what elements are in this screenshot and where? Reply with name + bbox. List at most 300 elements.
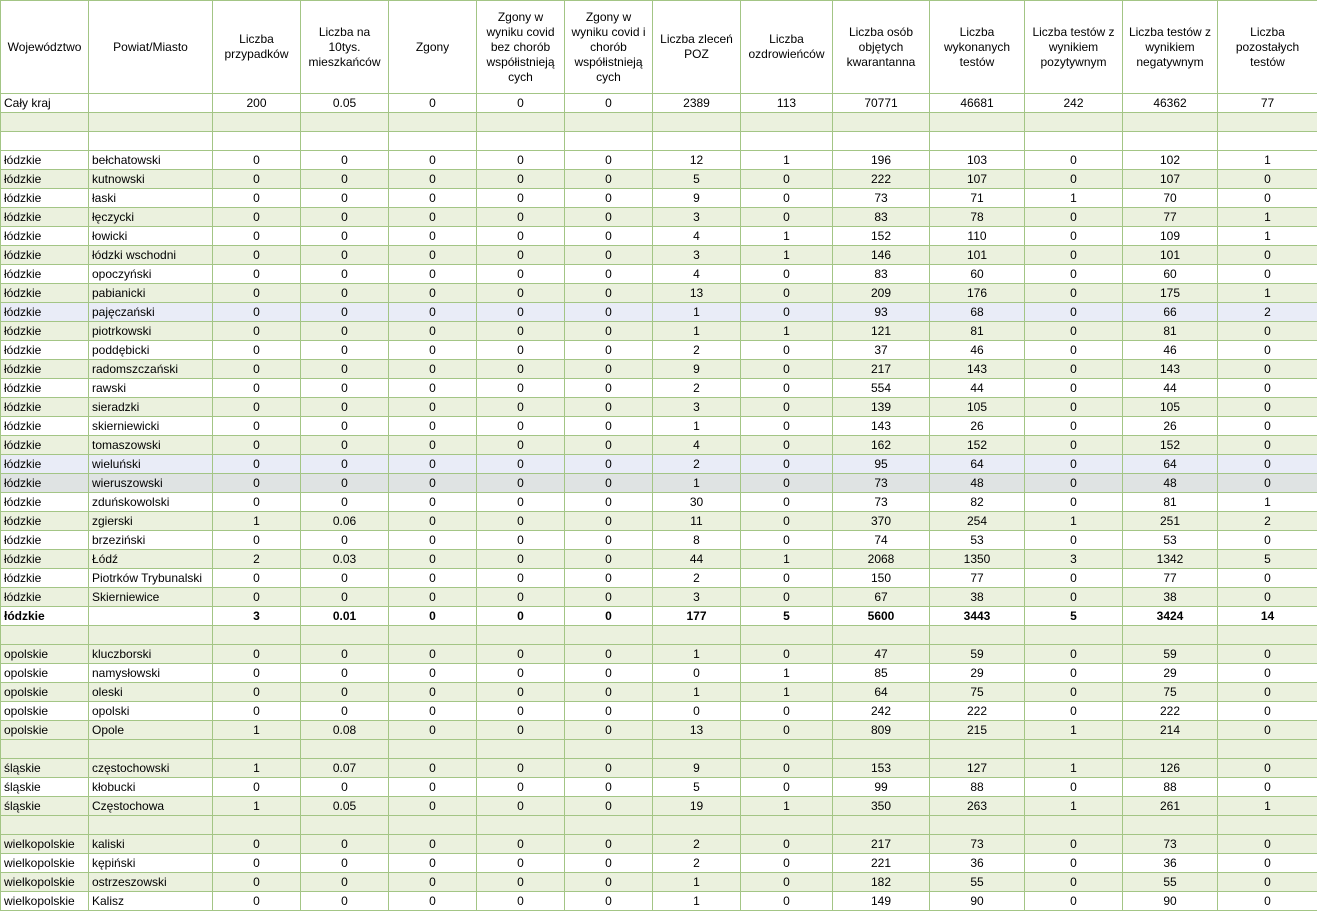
table-cell[interactable]: 1 bbox=[741, 664, 833, 683]
table-cell[interactable]: 0 bbox=[565, 303, 653, 322]
table-cell[interactable]: kaliski bbox=[89, 835, 213, 854]
table-cell[interactable]: 4 bbox=[653, 265, 741, 284]
table-cell[interactable]: 0 bbox=[301, 246, 389, 265]
table-cell[interactable]: 59 bbox=[1123, 645, 1218, 664]
table-cell[interactable]: 0 bbox=[741, 493, 833, 512]
table-cell[interactable]: łódzkie bbox=[1, 303, 89, 322]
table-cell[interactable]: 0 bbox=[1218, 683, 1317, 702]
table-cell[interactable]: łódzkie bbox=[1, 341, 89, 360]
table-cell[interactable]: 26 bbox=[1123, 417, 1218, 436]
table-cell[interactable]: 0 bbox=[301, 493, 389, 512]
table-cell[interactable] bbox=[477, 626, 565, 645]
table-cell[interactable]: 0 bbox=[565, 588, 653, 607]
table-cell[interactable]: 5600 bbox=[833, 607, 930, 626]
table-cell[interactable]: 0 bbox=[1218, 455, 1317, 474]
table-cell[interactable]: 261 bbox=[1123, 797, 1218, 816]
table-cell[interactable]: 0 bbox=[301, 151, 389, 170]
table-cell[interactable]: 242 bbox=[1025, 94, 1123, 113]
table-cell[interactable]: 1350 bbox=[930, 550, 1025, 569]
table-cell[interactable]: 0 bbox=[389, 189, 477, 208]
table-cell[interactable]: 0 bbox=[389, 550, 477, 569]
table-cell[interactable] bbox=[930, 113, 1025, 132]
table-cell[interactable]: 1 bbox=[653, 474, 741, 493]
table-cell[interactable] bbox=[89, 740, 213, 759]
table-cell[interactable]: 0 bbox=[565, 854, 653, 873]
table-cell[interactable]: 88 bbox=[930, 778, 1025, 797]
table-cell[interactable] bbox=[477, 816, 565, 835]
table-cell[interactable] bbox=[477, 132, 565, 151]
column-header[interactable]: Województwo bbox=[1, 1, 89, 94]
table-cell[interactable]: 0 bbox=[1218, 854, 1317, 873]
table-cell[interactable]: 66 bbox=[1123, 303, 1218, 322]
table-cell[interactable]: 0 bbox=[565, 284, 653, 303]
table-cell[interactable]: 139 bbox=[833, 398, 930, 417]
table-cell[interactable]: 0 bbox=[741, 170, 833, 189]
table-cell[interactable]: 0 bbox=[1218, 721, 1317, 740]
table-cell[interactable]: 0 bbox=[565, 322, 653, 341]
table-cell[interactable]: 0 bbox=[1025, 265, 1123, 284]
table-cell[interactable]: 0 bbox=[213, 531, 301, 550]
table-cell[interactable]: 0 bbox=[389, 645, 477, 664]
table-cell[interactable]: 0 bbox=[1025, 284, 1123, 303]
table-cell[interactable] bbox=[389, 740, 477, 759]
table-cell[interactable]: 67 bbox=[833, 588, 930, 607]
table-cell[interactable]: 2389 bbox=[653, 94, 741, 113]
table-cell[interactable]: 0 bbox=[741, 341, 833, 360]
table-cell[interactable]: 0 bbox=[1218, 759, 1317, 778]
table-cell[interactable]: opolskie bbox=[1, 664, 89, 683]
table-cell[interactable]: wieruszowski bbox=[89, 474, 213, 493]
table-cell[interactable]: 1 bbox=[741, 797, 833, 816]
table-cell[interactable]: 0.01 bbox=[301, 607, 389, 626]
table-cell[interactable]: 0 bbox=[389, 360, 477, 379]
table-cell[interactable]: 1 bbox=[653, 873, 741, 892]
table-cell[interactable]: 3 bbox=[653, 398, 741, 417]
table-cell[interactable]: kutnowski bbox=[89, 170, 213, 189]
table-cell[interactable]: 95 bbox=[833, 455, 930, 474]
table-cell[interactable] bbox=[741, 132, 833, 151]
table-cell[interactable]: 2068 bbox=[833, 550, 930, 569]
table-cell[interactable] bbox=[1, 740, 89, 759]
table-cell[interactable]: 73 bbox=[833, 474, 930, 493]
table-cell[interactable] bbox=[1123, 132, 1218, 151]
table-cell[interactable]: 107 bbox=[930, 170, 1025, 189]
table-cell[interactable]: 809 bbox=[833, 721, 930, 740]
table-cell[interactable]: 0 bbox=[389, 759, 477, 778]
table-cell[interactable]: łódzkie bbox=[1, 588, 89, 607]
table-cell[interactable]: 0 bbox=[565, 683, 653, 702]
table-cell[interactable]: 0 bbox=[389, 702, 477, 721]
table-cell[interactable]: 0 bbox=[301, 683, 389, 702]
table-cell[interactable]: 0 bbox=[1218, 474, 1317, 493]
table-cell[interactable] bbox=[1218, 132, 1317, 151]
table-cell[interactable]: 0.03 bbox=[301, 550, 389, 569]
table-cell[interactable]: 0 bbox=[565, 170, 653, 189]
table-cell[interactable]: 0 bbox=[1025, 322, 1123, 341]
table-cell[interactable]: 251 bbox=[1123, 512, 1218, 531]
table-cell[interactable]: łódzkie bbox=[1, 322, 89, 341]
table-cell[interactable] bbox=[1, 113, 89, 132]
table-cell[interactable]: 0 bbox=[565, 436, 653, 455]
table-cell[interactable]: 0 bbox=[389, 835, 477, 854]
table-cell[interactable]: wieluński bbox=[89, 455, 213, 474]
table-cell[interactable]: 36 bbox=[1123, 854, 1218, 873]
table-cell[interactable]: 222 bbox=[1123, 702, 1218, 721]
table-cell[interactable]: 2 bbox=[653, 835, 741, 854]
table-cell[interactable]: 0 bbox=[301, 208, 389, 227]
table-cell[interactable] bbox=[653, 740, 741, 759]
table-cell[interactable]: 38 bbox=[930, 588, 1025, 607]
table-cell[interactable]: 0 bbox=[565, 569, 653, 588]
table-cell[interactable]: łódzkie bbox=[1, 227, 89, 246]
table-cell[interactable]: 44 bbox=[930, 379, 1025, 398]
table-cell[interactable]: łódzkie bbox=[1, 189, 89, 208]
table-cell[interactable]: 1 bbox=[741, 683, 833, 702]
table-cell[interactable]: 0 bbox=[213, 892, 301, 911]
table-cell[interactable]: 0 bbox=[389, 797, 477, 816]
table-cell[interactable]: 0 bbox=[389, 94, 477, 113]
table-cell[interactable]: 1 bbox=[213, 512, 301, 531]
table-cell[interactable]: 0 bbox=[565, 873, 653, 892]
table-cell[interactable]: 0 bbox=[1218, 322, 1317, 341]
table-cell[interactable]: 0 bbox=[1025, 303, 1123, 322]
table-cell[interactable]: 0 bbox=[1025, 569, 1123, 588]
table-cell[interactable]: 0 bbox=[565, 341, 653, 360]
table-cell[interactable] bbox=[833, 816, 930, 835]
column-header[interactable]: Powiat/Miasto bbox=[89, 1, 213, 94]
table-cell[interactable]: 0 bbox=[213, 379, 301, 398]
table-cell[interactable]: namysłowski bbox=[89, 664, 213, 683]
table-cell[interactable]: poddębicki bbox=[89, 341, 213, 360]
column-header[interactable]: Liczba osób objętych kwarantanna bbox=[833, 1, 930, 94]
table-cell[interactable]: 5 bbox=[1025, 607, 1123, 626]
table-cell[interactable]: 1 bbox=[653, 322, 741, 341]
table-cell[interactable]: 0 bbox=[213, 493, 301, 512]
table-cell[interactable]: 0 bbox=[741, 379, 833, 398]
table-cell[interactable]: 0 bbox=[477, 797, 565, 816]
table-cell[interactable]: 0 bbox=[477, 778, 565, 797]
table-cell[interactable]: 0 bbox=[565, 474, 653, 493]
table-cell[interactable]: 38 bbox=[1123, 588, 1218, 607]
table-cell[interactable]: 0 bbox=[1025, 341, 1123, 360]
table-cell[interactable]: 0 bbox=[301, 455, 389, 474]
table-cell[interactable]: 0 bbox=[1025, 835, 1123, 854]
table-cell[interactable]: 73 bbox=[833, 189, 930, 208]
table-cell[interactable]: 0 bbox=[1218, 664, 1317, 683]
column-header[interactable]: Liczba na 10tys. mieszkańców bbox=[301, 1, 389, 94]
table-cell[interactable]: 0 bbox=[741, 455, 833, 474]
table-cell[interactable]: 0 bbox=[389, 854, 477, 873]
table-cell[interactable]: 93 bbox=[833, 303, 930, 322]
table-cell[interactable]: 9 bbox=[653, 189, 741, 208]
table-cell[interactable]: 0 bbox=[477, 892, 565, 911]
table-cell[interactable]: częstochowski bbox=[89, 759, 213, 778]
table-cell[interactable]: 0 bbox=[389, 341, 477, 360]
table-cell[interactable] bbox=[301, 132, 389, 151]
table-cell[interactable] bbox=[1, 816, 89, 835]
table-cell[interactable]: 2 bbox=[653, 341, 741, 360]
table-cell[interactable] bbox=[565, 113, 653, 132]
table-cell[interactable]: łaski bbox=[89, 189, 213, 208]
table-cell[interactable]: 0 bbox=[389, 588, 477, 607]
table-cell[interactable]: 1 bbox=[653, 645, 741, 664]
table-cell[interactable]: 0 bbox=[213, 664, 301, 683]
table-cell[interactable] bbox=[89, 94, 213, 113]
table-cell[interactable]: 0 bbox=[1025, 208, 1123, 227]
table-cell[interactable]: 2 bbox=[653, 569, 741, 588]
column-header[interactable]: Liczba zleceń POZ bbox=[653, 1, 741, 94]
table-cell[interactable]: 0 bbox=[389, 683, 477, 702]
table-cell[interactable]: 0 bbox=[301, 341, 389, 360]
table-cell[interactable]: wielkopolskie bbox=[1, 873, 89, 892]
table-cell[interactable] bbox=[389, 113, 477, 132]
table-cell[interactable]: 175 bbox=[1123, 284, 1218, 303]
table-cell[interactable]: 0 bbox=[565, 398, 653, 417]
table-cell[interactable]: radomszczański bbox=[89, 360, 213, 379]
table-cell[interactable]: łódzkie bbox=[1, 208, 89, 227]
column-header[interactable]: Liczba testów z wynikiem pozytywnym bbox=[1025, 1, 1123, 94]
table-cell[interactable]: pajęczański bbox=[89, 303, 213, 322]
table-cell[interactable] bbox=[89, 626, 213, 645]
table-cell[interactable]: 102 bbox=[1123, 151, 1218, 170]
table-cell[interactable]: 55 bbox=[930, 873, 1025, 892]
table-cell[interactable]: 0 bbox=[1218, 189, 1317, 208]
table-cell[interactable]: 0 bbox=[741, 189, 833, 208]
table-cell[interactable]: 0 bbox=[741, 512, 833, 531]
table-cell[interactable]: 0 bbox=[741, 759, 833, 778]
table-cell[interactable]: 0 bbox=[1218, 436, 1317, 455]
table-cell[interactable]: 53 bbox=[930, 531, 1025, 550]
table-cell[interactable]: skierniewicki bbox=[89, 417, 213, 436]
table-cell[interactable]: 81 bbox=[1123, 493, 1218, 512]
table-cell[interactable]: 12 bbox=[653, 151, 741, 170]
table-cell[interactable]: łódzkie bbox=[1, 417, 89, 436]
table-cell[interactable]: Łódź bbox=[89, 550, 213, 569]
table-cell[interactable]: 0 bbox=[741, 303, 833, 322]
table-cell[interactable]: 103 bbox=[930, 151, 1025, 170]
table-cell[interactable]: łódzkie bbox=[1, 246, 89, 265]
table-cell[interactable]: 0 bbox=[477, 645, 565, 664]
table-cell[interactable]: opoczyński bbox=[89, 265, 213, 284]
table-cell[interactable]: wielkopolskie bbox=[1, 835, 89, 854]
table-cell[interactable]: 0 bbox=[213, 854, 301, 873]
table-cell[interactable]: 554 bbox=[833, 379, 930, 398]
table-cell[interactable]: 0 bbox=[301, 873, 389, 892]
table-cell[interactable]: 0 bbox=[213, 284, 301, 303]
table-cell[interactable]: 0 bbox=[389, 379, 477, 398]
table-cell[interactable]: 11 bbox=[653, 512, 741, 531]
table-cell[interactable]: ostrzeszowski bbox=[89, 873, 213, 892]
table-cell[interactable]: 222 bbox=[930, 702, 1025, 721]
table-cell[interactable]: 1 bbox=[1025, 189, 1123, 208]
table-cell[interactable]: 101 bbox=[1123, 246, 1218, 265]
table-cell[interactable]: 0 bbox=[389, 531, 477, 550]
table-cell[interactable]: 0 bbox=[477, 303, 565, 322]
table-cell[interactable]: 0 bbox=[477, 379, 565, 398]
table-cell[interactable] bbox=[741, 113, 833, 132]
table-cell[interactable] bbox=[930, 132, 1025, 151]
table-cell[interactable]: 0 bbox=[301, 284, 389, 303]
table-cell[interactable]: 0 bbox=[741, 702, 833, 721]
table-cell[interactable]: 0 bbox=[1025, 398, 1123, 417]
table-cell[interactable]: 0 bbox=[389, 151, 477, 170]
table-cell[interactable]: 0 bbox=[213, 227, 301, 246]
table-cell[interactable]: 0 bbox=[301, 569, 389, 588]
table-cell[interactable]: 0 bbox=[653, 702, 741, 721]
table-cell[interactable]: zgierski bbox=[89, 512, 213, 531]
table-cell[interactable]: 37 bbox=[833, 341, 930, 360]
table-cell[interactable]: 0 bbox=[213, 265, 301, 284]
table-cell[interactable]: 0 bbox=[565, 531, 653, 550]
table-cell[interactable] bbox=[1123, 113, 1218, 132]
table-cell[interactable]: 0.05 bbox=[301, 94, 389, 113]
table-cell[interactable]: 48 bbox=[1123, 474, 1218, 493]
table-cell[interactable]: 0 bbox=[741, 284, 833, 303]
table-cell[interactable]: 0 bbox=[477, 151, 565, 170]
table-cell[interactable]: 0 bbox=[213, 588, 301, 607]
table-cell[interactable]: 209 bbox=[833, 284, 930, 303]
table-cell[interactable]: 105 bbox=[930, 398, 1025, 417]
table-cell[interactable]: łódzkie bbox=[1, 436, 89, 455]
column-header[interactable]: Liczba testów z wynikiem negatywnym bbox=[1123, 1, 1218, 94]
table-cell[interactable]: śląskie bbox=[1, 759, 89, 778]
table-cell[interactable]: 0 bbox=[389, 873, 477, 892]
table-cell[interactable]: 153 bbox=[833, 759, 930, 778]
table-cell[interactable]: 126 bbox=[1123, 759, 1218, 778]
table-cell[interactable]: brzeziński bbox=[89, 531, 213, 550]
table-cell[interactable] bbox=[213, 113, 301, 132]
table-cell[interactable]: 0 bbox=[477, 208, 565, 227]
table-cell[interactable]: łódzkie bbox=[1, 531, 89, 550]
column-header[interactable]: Zgony w wyniku covid bez chorób współistnieją cych bbox=[477, 1, 565, 94]
table-cell[interactable]: 0 bbox=[301, 436, 389, 455]
table-cell[interactable]: 0 bbox=[477, 436, 565, 455]
table-cell[interactable]: 0 bbox=[213, 417, 301, 436]
table-cell[interactable]: 121 bbox=[833, 322, 930, 341]
table-cell[interactable]: 0 bbox=[565, 208, 653, 227]
table-cell[interactable]: 83 bbox=[833, 208, 930, 227]
table-cell[interactable]: 222 bbox=[833, 170, 930, 189]
table-cell[interactable]: 0 bbox=[301, 227, 389, 246]
table-cell[interactable]: opolski bbox=[89, 702, 213, 721]
table-cell[interactable]: 0 bbox=[477, 854, 565, 873]
table-cell[interactable]: 110 bbox=[930, 227, 1025, 246]
table-cell[interactable]: 0 bbox=[301, 645, 389, 664]
table-cell[interactable]: 0 bbox=[741, 474, 833, 493]
table-cell[interactable]: 0 bbox=[741, 436, 833, 455]
table-cell[interactable]: 0 bbox=[301, 835, 389, 854]
table-cell[interactable]: 150 bbox=[833, 569, 930, 588]
table-cell[interactable] bbox=[565, 132, 653, 151]
table-cell[interactable]: 0.05 bbox=[301, 797, 389, 816]
table-cell[interactable]: 1 bbox=[653, 892, 741, 911]
table-cell[interactable]: 0 bbox=[477, 588, 565, 607]
table-cell[interactable] bbox=[653, 113, 741, 132]
table-cell[interactable]: 64 bbox=[833, 683, 930, 702]
table-cell[interactable]: 0 bbox=[1025, 170, 1123, 189]
table-cell[interactable] bbox=[1218, 626, 1317, 645]
table-cell[interactable] bbox=[741, 740, 833, 759]
table-cell[interactable]: opolskie bbox=[1, 702, 89, 721]
table-cell[interactable]: opolskie bbox=[1, 645, 89, 664]
table-cell[interactable]: 0 bbox=[477, 607, 565, 626]
table-cell[interactable]: 0 bbox=[1218, 170, 1317, 189]
table-cell[interactable] bbox=[565, 626, 653, 645]
table-cell[interactable]: 0 bbox=[565, 227, 653, 246]
table-cell[interactable]: 143 bbox=[930, 360, 1025, 379]
table-cell[interactable]: 0 bbox=[1025, 683, 1123, 702]
table-cell[interactable]: 0 bbox=[213, 436, 301, 455]
table-cell[interactable]: opolskie bbox=[1, 683, 89, 702]
table-cell[interactable]: 90 bbox=[930, 892, 1025, 911]
table-cell[interactable]: 0 bbox=[477, 170, 565, 189]
table-cell[interactable]: 0 bbox=[565, 759, 653, 778]
table-cell[interactable] bbox=[389, 132, 477, 151]
table-cell[interactable]: 47 bbox=[833, 645, 930, 664]
table-cell[interactable] bbox=[389, 626, 477, 645]
table-cell[interactable]: 46 bbox=[930, 341, 1025, 360]
table-cell[interactable] bbox=[1218, 113, 1317, 132]
table-cell[interactable]: 0 bbox=[1218, 588, 1317, 607]
table-cell[interactable] bbox=[1025, 740, 1123, 759]
table-cell[interactable] bbox=[301, 626, 389, 645]
table-cell[interactable]: 0 bbox=[1025, 417, 1123, 436]
table-cell[interactable]: 0 bbox=[213, 208, 301, 227]
table-cell[interactable]: 0 bbox=[389, 892, 477, 911]
table-cell[interactable] bbox=[477, 740, 565, 759]
table-cell[interactable]: 0 bbox=[1218, 569, 1317, 588]
table-cell[interactable]: 214 bbox=[1123, 721, 1218, 740]
table-cell[interactable]: 0 bbox=[1025, 227, 1123, 246]
table-cell[interactable]: 0 bbox=[389, 664, 477, 683]
table-cell[interactable]: 13 bbox=[653, 284, 741, 303]
table-cell[interactable]: łódzkie bbox=[1, 607, 89, 626]
table-cell[interactable]: 1 bbox=[653, 303, 741, 322]
table-cell[interactable]: 53 bbox=[1123, 531, 1218, 550]
table-cell[interactable]: 0 bbox=[477, 759, 565, 778]
table-cell[interactable] bbox=[477, 113, 565, 132]
table-cell[interactable]: 4 bbox=[653, 227, 741, 246]
table-cell[interactable]: 0 bbox=[1218, 246, 1317, 265]
table-cell[interactable]: Kalisz bbox=[89, 892, 213, 911]
table-cell[interactable]: 146 bbox=[833, 246, 930, 265]
table-cell[interactable]: 0 bbox=[389, 455, 477, 474]
table-cell[interactable]: 1 bbox=[1025, 797, 1123, 816]
table-cell[interactable]: 0 bbox=[301, 398, 389, 417]
table-cell[interactable]: łódzkie bbox=[1, 569, 89, 588]
table-cell[interactable]: 0 bbox=[477, 683, 565, 702]
table-cell[interactable]: 221 bbox=[833, 854, 930, 873]
table-cell[interactable]: 0 bbox=[741, 531, 833, 550]
table-cell[interactable]: 73 bbox=[833, 493, 930, 512]
table-cell[interactable]: 0 bbox=[213, 303, 301, 322]
table-cell[interactable]: 0 bbox=[741, 398, 833, 417]
table-cell[interactable]: kluczborski bbox=[89, 645, 213, 664]
table-cell[interactable]: 0 bbox=[565, 94, 653, 113]
table-cell[interactable]: 0 bbox=[389, 284, 477, 303]
table-cell[interactable]: 0 bbox=[389, 246, 477, 265]
table-cell[interactable]: 73 bbox=[1123, 835, 1218, 854]
table-cell[interactable]: łódzki wschodni bbox=[89, 246, 213, 265]
table-cell[interactable]: 0 bbox=[1218, 379, 1317, 398]
table-cell[interactable] bbox=[833, 113, 930, 132]
table-cell[interactable]: łódzkie bbox=[1, 265, 89, 284]
table-cell[interactable]: 14 bbox=[1218, 607, 1317, 626]
table-cell[interactable]: 3 bbox=[653, 588, 741, 607]
table-cell[interactable]: 196 bbox=[833, 151, 930, 170]
table-cell[interactable]: 0 bbox=[565, 835, 653, 854]
table-cell[interactable]: Opole bbox=[89, 721, 213, 740]
